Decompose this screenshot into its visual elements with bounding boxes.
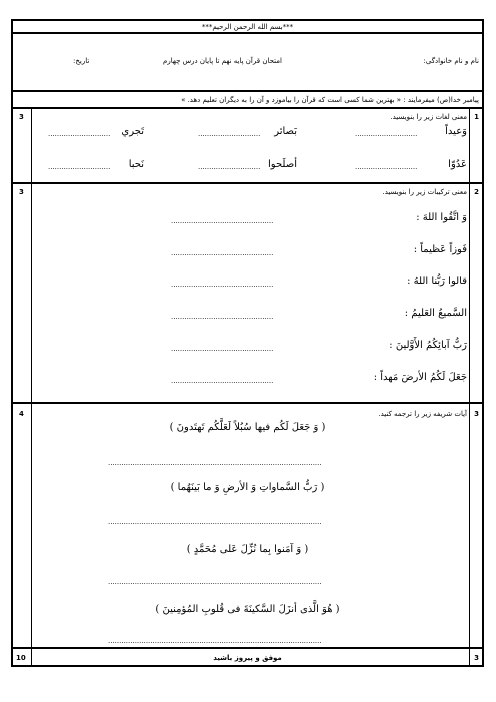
q3-instruction: آیات شریفه زیر را ترجمه کنید. (378, 410, 467, 418)
question-1 (13, 109, 482, 184)
question-3 (13, 404, 482, 649)
q3-verse-3: ( وَ آمَنوا بِما نُزِّلَ عَلى مُحَمَّدٍ ) (186, 544, 309, 555)
hadith: پیامبر خدا(ص) میفرمایند : « بهترین شما کسی است که قرآن را بیاموزد و آن را به دیگران تعلیم دهد. » (181, 96, 479, 104)
q1-blank-1: ............................ (355, 130, 418, 138)
q1-word-4: عَدُوّا (448, 159, 467, 170)
q3-blank-4: ................................................................................................ (108, 637, 322, 645)
q2-blank-3: .............................................. (171, 281, 274, 289)
question-2 (13, 184, 482, 404)
footer-row (13, 649, 482, 665)
q3-verse-4: ( هُوَ الَّذى أنزَلَ السَّكينَةَ فى قُلوبِ المُؤمِنينَ ) (155, 604, 340, 615)
q1-blank-4: ............................ (355, 163, 418, 171)
q1-number: 1 (474, 113, 479, 121)
q2-blank-2: .............................................. (171, 249, 274, 257)
q3-number: 3 (474, 410, 479, 418)
q3-blank-2: ................................................................................................ (108, 518, 322, 526)
exam-title: امتحان قرآن پایه نهم تا پایان درس چهارم (163, 57, 282, 65)
q2-phrase-3: قالوا رَبُّنا اللهُ : (407, 276, 467, 287)
q2-phrase-2: فَوزاً عَظيماً : (413, 244, 467, 255)
q2-blank-5: .............................................. (171, 345, 274, 353)
q2-phrase-4: السَّميعُ العَليمُ : (404, 308, 467, 319)
q1-word-3: تَجري (121, 126, 144, 137)
q2-blank-4: .............................................. (171, 313, 274, 321)
q1-word-6: نَحبا (128, 159, 144, 170)
date-label: تاریخ: (73, 57, 90, 65)
basmala-row (13, 21, 482, 34)
q1-word-2: بَصائر (274, 126, 297, 137)
q2-phrase-1: وَ اتَّقُوا اللهَ : (416, 212, 467, 223)
q1-blank-6: ............................ (48, 163, 111, 171)
q1-word-1: وَعيداً (445, 126, 467, 137)
q1-blank-2: ............................ (198, 130, 261, 138)
q3-blank-1: ................................................................................................ (108, 459, 322, 467)
total-score: 10 (16, 654, 26, 662)
q1-instruction: معنی لغات زیر را بنویسید. (390, 113, 467, 121)
q3-blank-3: ................................................................................................ (108, 578, 322, 586)
q2-instruction: معنی ترکیبات زیر را بنویسید. (382, 188, 467, 196)
q2-blank-1: .............................................. (171, 217, 274, 225)
q2-score: 3 (19, 188, 24, 196)
q1-blank-5: ............................ (198, 163, 261, 171)
q3-verse-2: ( رَبُّ السَّماواتِ وَ الأرضِ وَ ما بَينَهُما ) (170, 482, 325, 493)
q2-phrase-6: جَعَلَ لَكُمُ الأرضَ مَهداً : (373, 372, 467, 383)
header-row (13, 34, 482, 92)
name-label: نام و نام خانوادگی: (423, 57, 479, 65)
hadith-row (13, 92, 482, 109)
q3-score: 4 (19, 410, 24, 418)
q2-phrase-5: رَبُّ آبائِكُمُ الأَوَّلينَ : (389, 340, 467, 351)
footer-text: موفق و پیروز باشید (213, 654, 282, 662)
q3-verse-1: ( وَ جَعَلَ لَكُم فيها سُبُلاً لَعَلَّكُم تَهتَدونَ ) (169, 422, 326, 433)
q1-blank-3: ............................ (48, 130, 111, 138)
exam-sheet (11, 19, 484, 667)
q1-word-5: أصلَحوا (268, 159, 297, 170)
basmala: ***بسم الله الرحمن الرحیم*** (201, 23, 294, 31)
q2-blank-6: .............................................. (171, 377, 274, 385)
q2-number: 2 (474, 188, 479, 196)
q1-score: 3 (19, 113, 24, 121)
footer-score: 3 (474, 654, 479, 662)
